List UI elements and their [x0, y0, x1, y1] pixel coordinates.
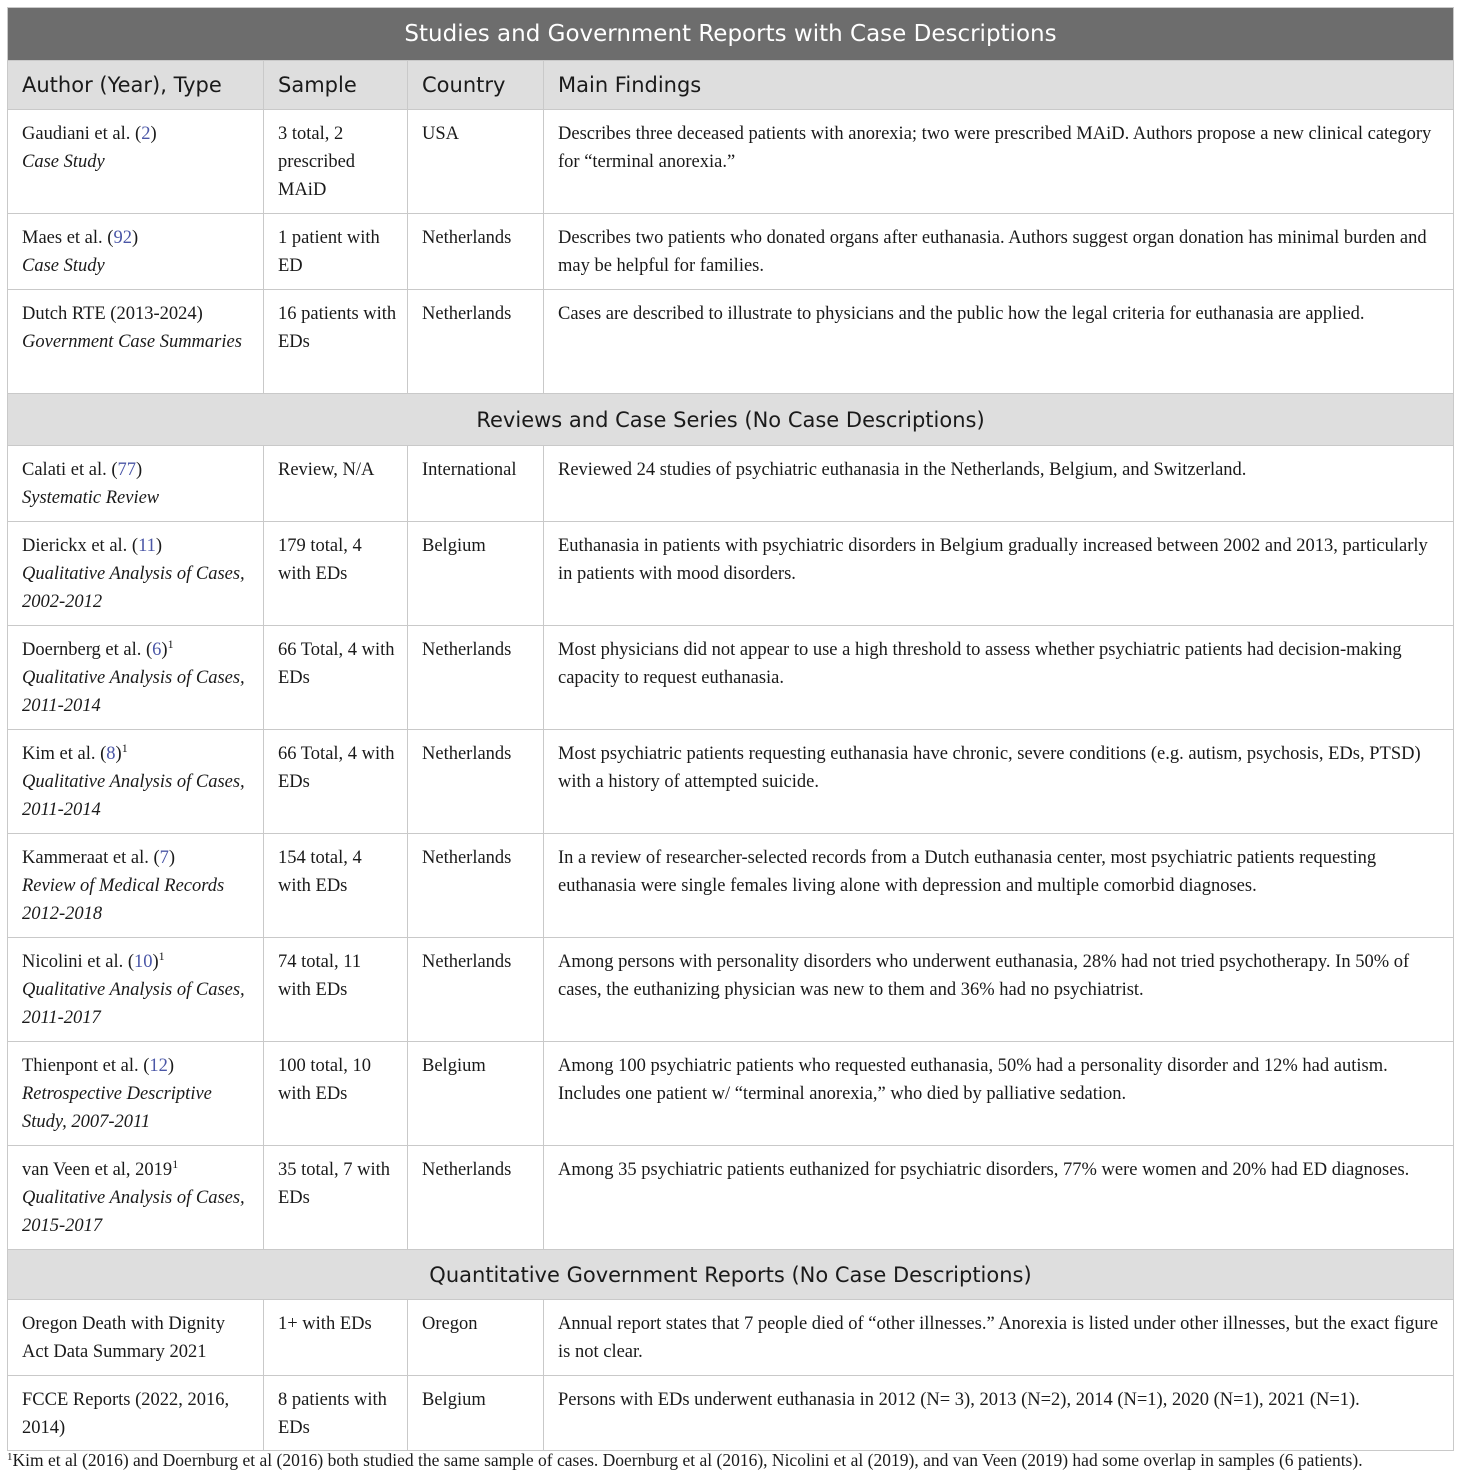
citation-ref: 77 [117, 460, 137, 480]
author-name: Dutch RTE (2013-2024) [22, 304, 203, 324]
cell-author [8, 214, 264, 290]
table-row [8, 626, 1454, 730]
cell-sample: Review, N/A [264, 446, 408, 522]
study-type: Qualitative Analysis of Cases, 2015-2017 [22, 1188, 245, 1236]
study-type: Case Study [22, 256, 105, 276]
column-header-row [8, 61, 1454, 110]
study-type: Review of Medical Records 2012-2018 [22, 876, 225, 924]
table-row [8, 1376, 1454, 1451]
cell-country: Belgium [408, 1042, 544, 1146]
author-close: ) [115, 744, 122, 764]
table-body [8, 110, 1454, 1451]
cell-country: Netherlands [408, 938, 544, 1042]
citation-ref: 6 [152, 640, 162, 660]
cell-country: Oregon [408, 1300, 544, 1376]
cell-country: Netherlands [408, 626, 544, 730]
section-heading-row [8, 394, 1454, 446]
table-row [8, 938, 1454, 1042]
cell-findings: In a review of researcher-selected records from a Dutch euthanasia center, most psychiatric patients requesting euthanasia were single females living alone with depression and multiple comorbid diagnoses. [544, 834, 1454, 938]
author-close: ) [150, 124, 157, 144]
cell-findings: Euthanasia in patients with psychiatric disorders in Belgium gradually increased between 2002 and 2013, particularly in patients with mood disorders. [544, 522, 1454, 626]
cell-sample: 66 Total, 4 with EDs [264, 730, 408, 834]
table-row [8, 290, 1454, 394]
author-name: Oregon Death with Dignity Act Data Summary 2021 [22, 1314, 225, 1362]
cell-sample: 74 total, 11 with EDs [264, 938, 408, 1042]
cell-author [8, 522, 264, 626]
column-header-country: Country [408, 61, 544, 110]
cell-author [8, 1300, 264, 1376]
section-heading: Reviews and Case Series (No Case Descriptions) [8, 394, 1454, 446]
table-row [8, 1146, 1454, 1250]
author-name: Thienpont et al. ( [22, 1056, 150, 1076]
section-heading-row [8, 1250, 1454, 1300]
cell-country: Netherlands [408, 290, 544, 394]
cell-author [8, 1376, 264, 1451]
citation-ref: 11 [138, 536, 156, 556]
study-type: Government Case Summaries [22, 332, 242, 352]
cell-author [8, 290, 264, 394]
cell-author [8, 1042, 264, 1146]
table-row [8, 446, 1454, 522]
cell-country: Netherlands [408, 214, 544, 290]
table-row [8, 522, 1454, 626]
cell-country: Belgium [408, 522, 544, 626]
cell-author [8, 1146, 264, 1250]
footnote-marker: 1 [158, 949, 165, 963]
cell-sample: 35 total, 7 with EDs [264, 1146, 408, 1250]
cell-sample: 8 patients with EDs [264, 1376, 408, 1451]
cell-findings: Most physicians did not appear to use a high threshold to assess whether psychiatric patients had decision-making capacity to request euthanasia. [544, 626, 1454, 730]
footnote-mark: 1 [7, 1451, 13, 1463]
citation-ref: 12 [149, 1056, 168, 1076]
citation-ref: 10 [134, 952, 153, 972]
cell-sample: 179 total, 4 with EDs [264, 522, 408, 626]
study-type: Case Study [22, 152, 105, 172]
citation-ref: 8 [106, 744, 116, 764]
cell-author [8, 834, 264, 938]
cell-author [8, 626, 264, 730]
table-container [7, 7, 1453, 1451]
cell-findings: Most psychiatric patients requesting euthanasia have chronic, severe conditions (e.g. autism, psychosis, EDs, PTSD) with a history of attempted suicide. [544, 730, 1454, 834]
cell-findings: Among persons with personality disorders who underwent euthanasia, 28% had not tried psychotherapy. In 50% of cases, the euthanizing physician was new to them and 36% had no psychiatrist. [544, 938, 1454, 1042]
author-name: Kammeraat et al. ( [22, 848, 160, 868]
cell-sample: 1 patient with ED [264, 214, 408, 290]
author-close: ) [136, 460, 143, 480]
study-type: Qualitative Analysis of Cases, 2002-2012 [22, 564, 245, 612]
table-row [8, 1300, 1454, 1376]
author-close: ) [155, 536, 163, 556]
table-row [8, 730, 1454, 834]
cell-findings: Cases are described to illustrate to physicians and the public how the legal criteria for euthanasia are applied. [544, 290, 1454, 394]
author-close: ) [152, 952, 159, 972]
cell-sample: 154 total, 4 with EDs [264, 834, 408, 938]
author-close: ) [168, 848, 176, 868]
cell-findings: Annual report states that 7 people died of “other illnesses.” Anorexia is listed under other illnesses, but the exact figure is not clear. [544, 1300, 1454, 1376]
cell-country: Netherlands [408, 834, 544, 938]
citation-ref: 2 [141, 124, 151, 144]
cell-country: Netherlands [408, 1146, 544, 1250]
table-title: Studies and Government Reports with Case Descriptions [8, 8, 1454, 61]
study-type: Retrospective Descriptive Study, 2007-2011 [22, 1084, 212, 1132]
cell-country: Belgium [408, 1376, 544, 1451]
cell-sample: 100 total, 10 with EDs [264, 1042, 408, 1146]
study-type: Qualitative Analysis of Cases, 2011-2017 [22, 980, 245, 1028]
study-type: Qualitative Analysis of Cases, 2011-2014 [22, 772, 245, 820]
cell-sample: 1+ with EDs [264, 1300, 408, 1376]
author-name: Kim et al. ( [22, 744, 107, 764]
citation-ref: 7 [159, 848, 169, 868]
cell-findings: Among 100 psychiatric patients who requested euthanasia, 50% had a personality disorder and 12% had autism. Includes one patient w/ “terminal anorexia,” who died by palliative sedation. [544, 1042, 1454, 1146]
author-close: ) [167, 1056, 175, 1076]
author-close: ) [131, 228, 139, 248]
cell-country: Netherlands [408, 730, 544, 834]
author-name: Maes et al. ( [22, 228, 114, 248]
author-name: Doernberg et al. ( [22, 640, 153, 660]
cell-author [8, 938, 264, 1042]
footnote-marker: 1 [121, 741, 128, 755]
cell-sample: 16 patients with EDs [264, 290, 408, 394]
cell-findings: Describes two patients who donated organs after euthanasia. Authors suggest organ donation has minimal burden and may be helpful for families. [544, 214, 1454, 290]
author-name: FCCE Reports (2022, 2016, 2014) [22, 1390, 230, 1438]
cell-sample: 3 total, 2 prescribed MAiD [264, 110, 408, 214]
cell-findings: Describes three deceased patients with anorexia; two were prescribed MAiD. Authors propose a new clinical category for “terminal anorexia.” [544, 110, 1454, 214]
author-name: Nicolini et al. ( [22, 952, 134, 972]
study-type: Systematic Review [22, 488, 160, 508]
footnote-marker: 1 [167, 637, 174, 651]
footnote-text: Kim et al (2016) and Doernburg et al (2016) both studied the same sample of cases. Doernburg et al (2016), Nicolini et al (2019), and van Veen (2019) had some overlap in samples (6 patients). [12, 1450, 1363, 1470]
cell-author [8, 446, 264, 522]
table-row [8, 1042, 1454, 1146]
cell-findings: Reviewed 24 studies of psychiatric euthanasia in the Netherlands, Belgium, and Switzerland. [544, 446, 1454, 522]
author-name: Calati et al. ( [22, 460, 118, 480]
author-close: ) [161, 640, 168, 660]
citation-ref: 92 [113, 228, 132, 248]
author-name: Dierickx et al. ( [22, 536, 139, 556]
author-name: van Veen et al, 2019 [22, 1160, 173, 1180]
cell-findings: Persons with EDs underwent euthanasia in 2012 (N= 3), 2013 (N=2), 2014 (N=1), 2020 (N=1), 2021 (N=1). [544, 1376, 1454, 1451]
footnote-marker: 1 [172, 1157, 179, 1171]
footnote [7, 1450, 1457, 1471]
cell-country: International [408, 446, 544, 522]
table-row [8, 214, 1454, 290]
cell-country: USA [408, 110, 544, 214]
table-row [8, 110, 1454, 214]
column-header-findings: Main Findings [544, 61, 1454, 110]
cell-sample: 66 Total, 4 with EDs [264, 626, 408, 730]
studies-table [7, 7, 1454, 1451]
cell-author [8, 110, 264, 214]
column-header-sample: Sample [264, 61, 408, 110]
table-row [8, 834, 1454, 938]
cell-author [8, 730, 264, 834]
author-name: Gaudiani et al. ( [22, 124, 142, 144]
section-heading: Quantitative Government Reports (No Case Descriptions) [8, 1250, 1454, 1300]
study-type: Qualitative Analysis of Cases, 2011-2014 [22, 668, 245, 716]
cell-findings: Among 35 psychiatric patients euthanized for psychiatric disorders, 77% were women and 20% had ED diagnoses. [544, 1146, 1454, 1250]
column-header-author: Author (Year), Type [8, 61, 264, 110]
table-title-row [8, 8, 1454, 61]
